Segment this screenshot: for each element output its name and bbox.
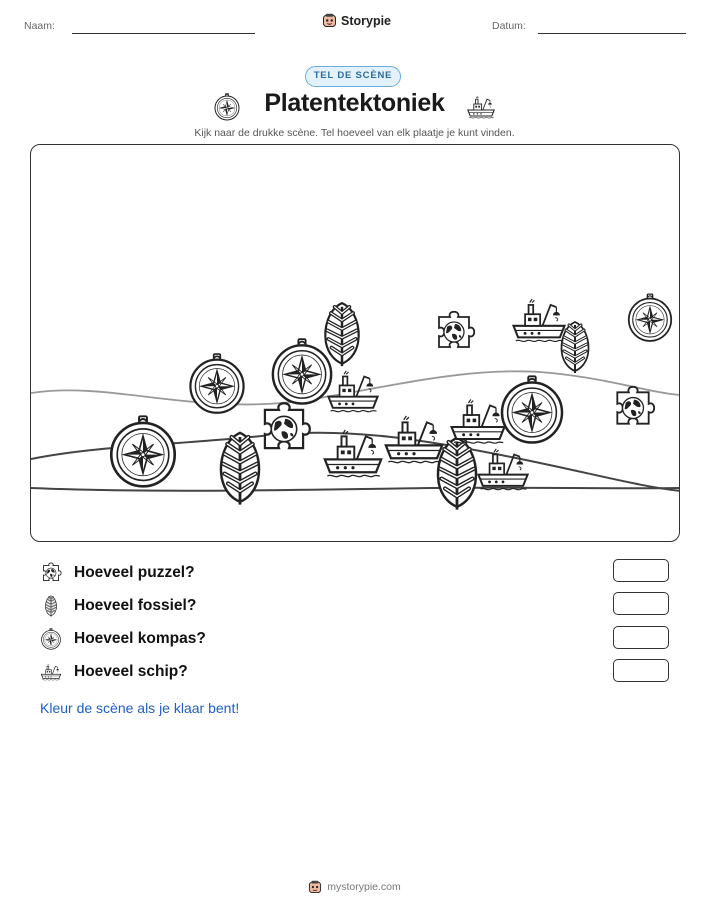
- fossil-icon: [40, 595, 62, 617]
- date-label: Datum:: [492, 20, 526, 32]
- compass-icon: [502, 376, 562, 442]
- activity-badge: TEL DE SCÈNE: [305, 66, 401, 87]
- question-puzzle: [40, 561, 195, 585]
- question-compass: [40, 627, 206, 651]
- fossil-icon: [438, 438, 476, 510]
- question-fossil: [40, 594, 196, 618]
- compass-icon: [111, 416, 174, 486]
- counting-scene: [30, 144, 680, 542]
- question-text: Hoeveel fossiel?: [74, 597, 197, 614]
- ship-icon: [40, 661, 62, 683]
- brand-logo: [322, 13, 391, 28]
- fossil-icon: [325, 303, 358, 366]
- instructions: Kijk naar de drukke scène. Tel hoeveel van elk plaatje je kunt vinden.: [194, 127, 515, 139]
- coloring-note: Kleur de scène als je klaar bent!: [40, 700, 240, 716]
- answer-box-fossil[interactable]: [613, 592, 669, 615]
- ship-icon: [452, 399, 505, 443]
- storypie-mascot-icon: [322, 13, 337, 28]
- fossil-icon: [221, 433, 259, 505]
- ship-icon: [325, 430, 381, 477]
- ground-line: [31, 488, 680, 491]
- answer-box-compass[interactable]: [613, 626, 669, 649]
- date-field[interactable]: [538, 33, 686, 34]
- name-label: Naam:: [24, 20, 55, 32]
- storypie-mascot-icon: [308, 880, 322, 894]
- compass-icon: [190, 354, 243, 413]
- page-title: Platentektoniek: [264, 89, 445, 117]
- compass-icon: [40, 628, 62, 650]
- name-field[interactable]: [72, 33, 255, 34]
- question-text: Hoeveel schip?: [74, 663, 188, 680]
- ship-icon: [386, 416, 442, 463]
- puzzle-icon: [617, 387, 654, 424]
- compass-icon: [629, 294, 671, 341]
- answer-box-puzzle[interactable]: [613, 559, 669, 582]
- puzzle-icon: [439, 312, 474, 347]
- puzzle-icon: [265, 403, 310, 448]
- ship-icon: [513, 299, 564, 341]
- question-text: Hoeveel kompas?: [74, 630, 206, 647]
- answer-box-ship[interactable]: [613, 659, 669, 682]
- question-ship: [40, 660, 188, 684]
- fossil-icon: [562, 322, 589, 373]
- puzzle-icon: [40, 562, 62, 584]
- brand-name: Storypie: [341, 13, 392, 28]
- ship-icon: [466, 92, 496, 122]
- footer: [0, 880, 709, 894]
- question-text: Hoeveel puzzel?: [74, 564, 195, 581]
- compass-icon: [273, 339, 331, 403]
- footer-url[interactable]: mystorypie.com: [327, 881, 401, 893]
- ship-icon: [328, 371, 377, 412]
